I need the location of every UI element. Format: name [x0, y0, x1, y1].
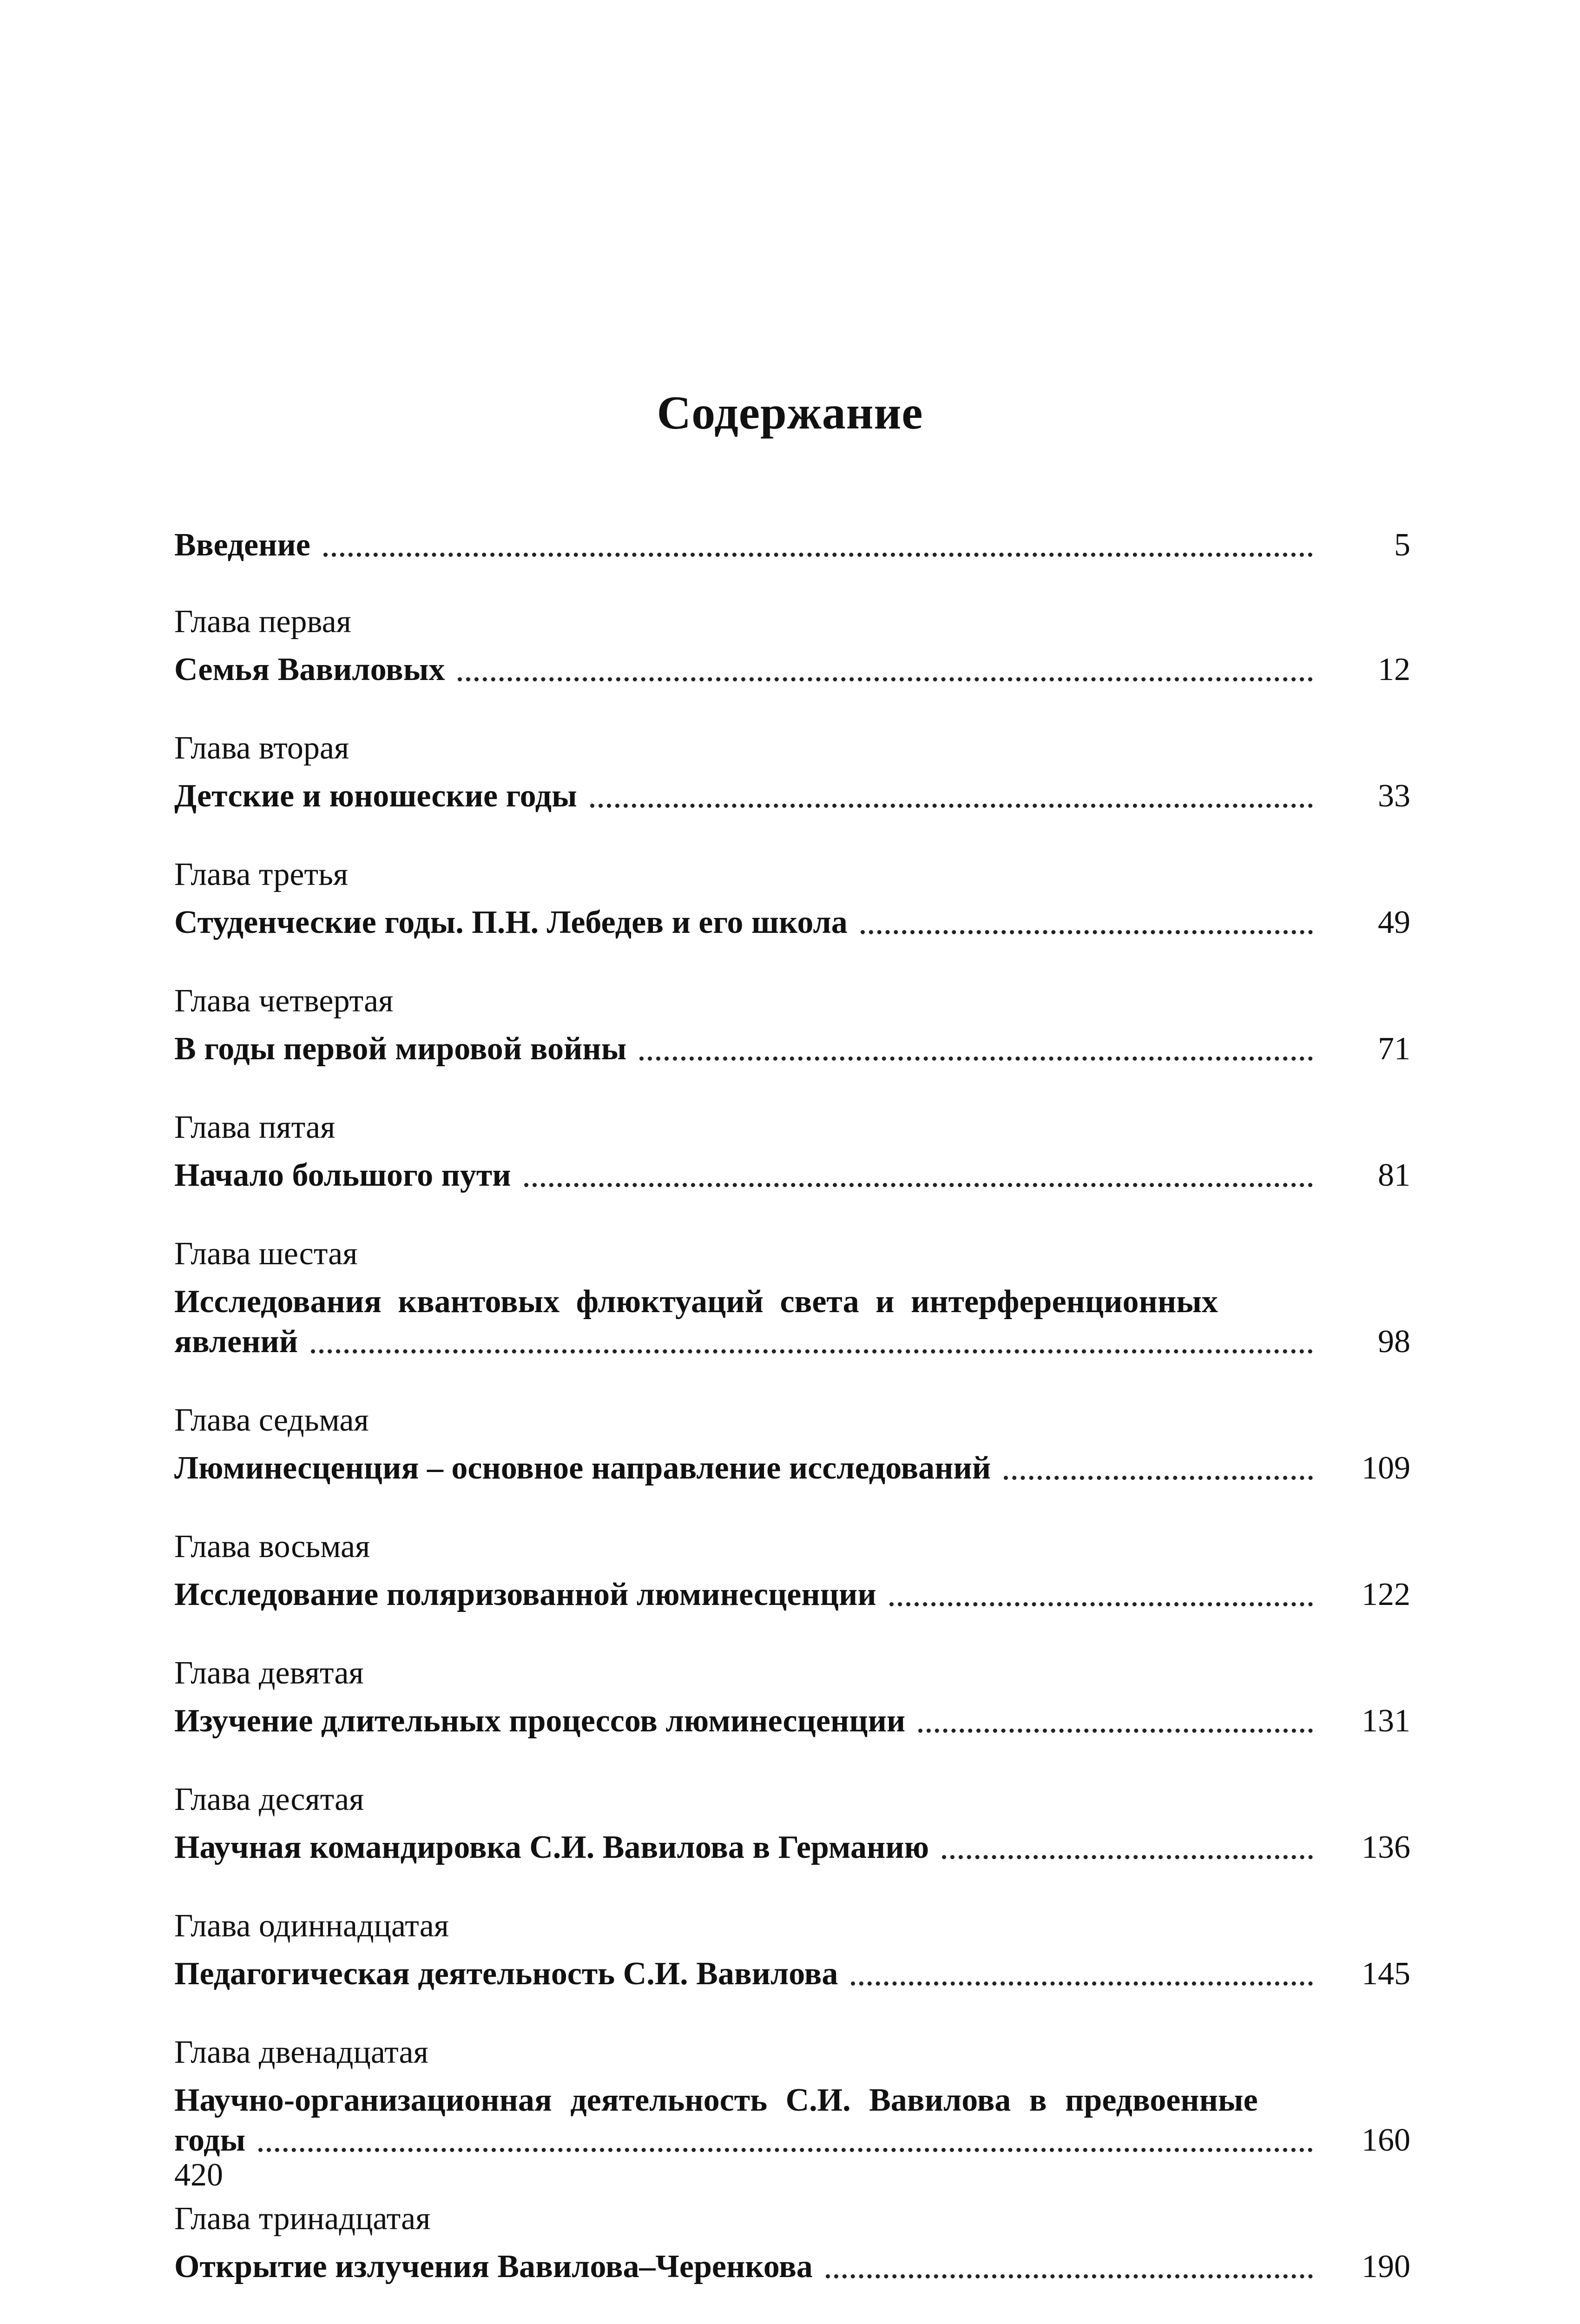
- toc-title: Детские и юношеские годы: [174, 778, 577, 814]
- toc-title-wrap: [174, 2080, 1313, 2160]
- toc-entry: [174, 1654, 1410, 1741]
- toc-page-number: 71: [1378, 1031, 1410, 1067]
- toc-row: [174, 776, 1410, 816]
- toc-page-number: 145: [1362, 1956, 1410, 1992]
- dot-leader: [851, 1981, 1313, 1986]
- toc-title-wrap: [174, 650, 1313, 690]
- toc-entry: [174, 2199, 1410, 2287]
- toc-title-wrap: [174, 1282, 1313, 1362]
- toc-title: Семья Вавиловых: [174, 652, 445, 687]
- toc-entry: [174, 1527, 1410, 1615]
- toc-title-wrap: [174, 1954, 1313, 1994]
- toc-page-number: 81: [1378, 1157, 1410, 1193]
- toc-title: Педагогическая деятельность С.И. Вавилова: [174, 1956, 838, 1992]
- toc-title-line1-text: Научно-организационная деятельность С.И. Вавилова в предвоенные: [174, 2082, 1258, 2118]
- toc-title: Начало большого пути: [174, 1157, 511, 1193]
- toc-entry: [174, 2033, 1410, 2160]
- toc-page-number: 190: [1362, 2249, 1410, 2284]
- chapter-label: Глава девятая: [174, 1655, 364, 1691]
- dot-leader: [458, 677, 1313, 681]
- dot-leader: [918, 1729, 1313, 1733]
- toc-title: Студенческие годы. П.Н. Лебедев и его школа: [174, 905, 848, 940]
- toc-title-wrap: [174, 903, 1313, 943]
- toc-entry: [174, 1235, 1410, 1362]
- toc-row: [174, 1448, 1410, 1488]
- toc-title-line2: явлений: [174, 1324, 298, 1360]
- toc-row: [174, 903, 1410, 943]
- toc-page-number: 5: [1394, 527, 1410, 563]
- toc-row: [174, 1155, 1410, 1195]
- toc-title-wrap: [174, 525, 1313, 565]
- toc-title-wrap: [174, 776, 1313, 816]
- toc-title-line1-text: Исследования квантовых флюктуаций света и интерференционных: [174, 1284, 1218, 1320]
- toc-title-wrap: [174, 1575, 1313, 1615]
- toc-title: Изучение длительных процессов люминесценции: [174, 1703, 906, 1739]
- toc-page-number: 131: [1362, 1703, 1410, 1739]
- toc-title: Введение: [174, 527, 310, 563]
- chapter-label: Глава тринадцатая: [174, 2201, 431, 2237]
- toc-title-line1: [174, 2080, 1313, 2120]
- chapter-label: Глава двенадцатая: [174, 2034, 428, 2070]
- toc-title: Открытие излучения Вавилова–Черенкова: [174, 2249, 813, 2284]
- toc-entry: [174, 729, 1410, 816]
- toc-page-number: 98: [1378, 1324, 1410, 1360]
- chapter-label: Глава вторая: [174, 730, 349, 766]
- chapter-label: Глава седьмая: [174, 1402, 369, 1438]
- dot-leader: [323, 553, 1313, 557]
- toc-page-number: 49: [1378, 905, 1410, 940]
- toc-row: [174, 2247, 1410, 2287]
- toc-title-wrap: [174, 1155, 1313, 1195]
- toc-page-number: 33: [1378, 778, 1410, 814]
- toc-row: [174, 1282, 1410, 1362]
- toc-title: Люминесценция – основное направление исследований: [174, 1450, 991, 1486]
- toc-entry: [174, 982, 1410, 1069]
- chapter-label: Глава четвертая: [174, 983, 394, 1019]
- toc-title-line1: [174, 1282, 1313, 1322]
- chapter-label: Глава первая: [174, 604, 351, 640]
- toc-row: [174, 1575, 1410, 1615]
- toc-row: [174, 1701, 1410, 1741]
- toc-entry: [174, 602, 1410, 690]
- page-number-footer: 420: [174, 2157, 223, 2193]
- page-title: Содержание: [657, 387, 923, 439]
- chapter-label: Глава третья: [174, 857, 349, 892]
- chapter-label: Глава шестая: [174, 1236, 358, 1272]
- dot-leader: [258, 2148, 1313, 2152]
- toc-page-number: 160: [1362, 2122, 1410, 2158]
- toc-entry: [174, 1401, 1410, 1488]
- dot-leader: [311, 1349, 1313, 1353]
- toc-title: Исследование поляризованной люминесценции: [174, 1577, 876, 1612]
- toc-row: [174, 1954, 1410, 1994]
- toc-page-number: 109: [1362, 1450, 1410, 1486]
- toc-entry: [174, 855, 1410, 943]
- chapter-label: Глава десятая: [174, 1782, 364, 1817]
- toc-entry: [174, 1108, 1410, 1195]
- toc-title-wrap: [174, 1029, 1313, 1069]
- toc-row: [174, 1029, 1410, 1069]
- dot-leader: [861, 930, 1313, 934]
- toc-entry: [174, 1780, 1410, 1868]
- toc-title-wrap: [174, 1448, 1313, 1488]
- dot-leader: [942, 1855, 1313, 1859]
- dot-leader: [826, 2274, 1313, 2278]
- chapter-label: Глава восьмая: [174, 1529, 370, 1565]
- toc-page-number: 122: [1362, 1577, 1410, 1612]
- dot-leader: [1004, 1476, 1313, 1480]
- toc-row: [174, 650, 1410, 690]
- toc-entry-intro: [174, 525, 1410, 565]
- chapter-label: Глава пятая: [174, 1109, 336, 1145]
- toc-title-line2-wrap: [174, 2120, 1313, 2160]
- dot-leader: [590, 804, 1313, 808]
- toc-row: [174, 1828, 1410, 1868]
- toc-row: [174, 2080, 1410, 2160]
- toc-page-number: 136: [1362, 1829, 1410, 1865]
- toc-title-wrap: [174, 1828, 1313, 1868]
- toc-title-wrap: [174, 2247, 1313, 2287]
- dot-leader: [639, 1056, 1313, 1061]
- toc-title: Научная командировка С.И. Вавилова в Германию: [174, 1829, 929, 1865]
- toc-row: [174, 525, 1410, 565]
- toc-title-line2: годы: [174, 2122, 246, 2158]
- dot-leader: [889, 1602, 1313, 1606]
- toc-entry: [174, 1907, 1410, 1994]
- chapter-label: Глава одиннадцатая: [174, 1908, 449, 1944]
- toc-page-number: 12: [1378, 652, 1410, 687]
- table-of-contents: [174, 525, 1410, 2324]
- dot-leader: [524, 1183, 1313, 1187]
- toc-title-wrap: [174, 1701, 1313, 1741]
- toc-title: В годы первой мировой войны: [174, 1031, 627, 1067]
- toc-title-line2-wrap: [174, 1322, 1313, 1362]
